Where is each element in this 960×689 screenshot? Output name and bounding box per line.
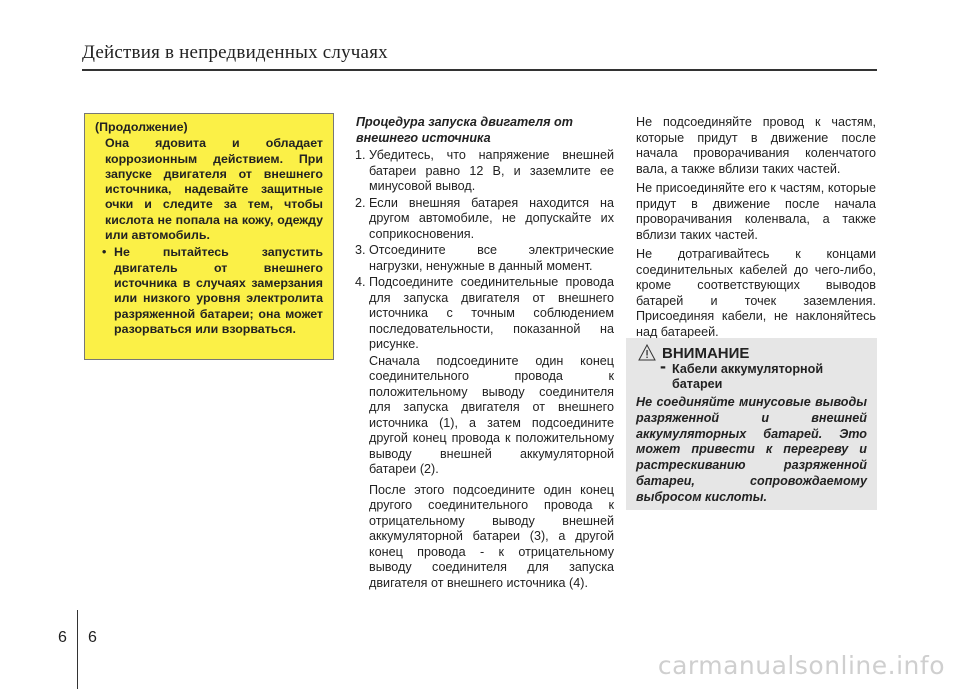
step-text: Убедитесь, что напряжение внешней батареи равно 12 В, и заземлите ее минусовой вывод.: [369, 148, 614, 193]
warning-subtitle: [660, 356, 867, 392]
procedure-title: Процедура запуска двигателя от внешнего источника: [356, 115, 573, 145]
warning-text: Не соединяйте минусовые выводы разряженной и внешней аккумуляторных батарей. Это может привести к перегреву и растрескиванию разряженной батареи, сопровождаемому выбросом кислоты.: [636, 395, 867, 504]
warning-header: [636, 344, 867, 362]
step-number: 4.: [355, 275, 366, 289]
warning-triangle-icon: [638, 344, 656, 361]
procedure-paragraph: После этого подсоедините один конец другого соединительного провода к отрицательному выводу внешней аккумуляторной батареи (3), а другой конец провода - к отрицательному выводу соединителя для запуска двигателя от внешнего источника (4).: [369, 482, 614, 590]
right-column: [636, 115, 876, 344]
procedure-step: [356, 148, 614, 195]
right-paragraph: Не дотрагивайтесь к концами соединительных кабелей до чего-либо, кроме соответствующих выводов батарей и точек заземления. Присоединяя кабели, не наклоняйтесь над батареей.: [636, 247, 876, 339]
notice-bullet: [102, 245, 323, 337]
warning-title: ВНИМАНИЕ: [662, 345, 750, 362]
step-number: 2.: [355, 195, 366, 210]
page-section-number: 6: [58, 629, 67, 646]
notice-bullet-text: Не пытайтесь запустить двигатель от внешнего источника в случаях замерзания или низкого уровня электролита разряженной батареи; она может разорваться или взорваться.: [114, 245, 323, 336]
procedure-step: [356, 196, 614, 243]
watermark: carmanualsonline.info: [657, 651, 945, 680]
warning-box: [626, 338, 877, 510]
notice-title: (Продолжение): [95, 120, 188, 134]
header-divider: [82, 69, 877, 71]
step-text: Подсоедините соединительные провода для запуска двигателя от внешнего источника с точным соблюдением последовательности, показанной на рисунке.: [369, 275, 614, 351]
procedure-step: [356, 243, 614, 274]
dash-icon: -: [660, 356, 666, 376]
step-number: 3.: [355, 243, 366, 257]
step-text: Если внешняя батарея находится на другом автомобиле, не допускайте их соприкосновения.: [369, 195, 614, 241]
procedure-step: [356, 275, 614, 353]
page-number: 6: [88, 629, 97, 646]
right-paragraph: Не подсоединяйте провод к частям, которые придут в движение после начала проворачивания коленчатого вала, а также вблизи таких частей.: [636, 115, 876, 176]
step-number: 1.: [355, 148, 366, 162]
step-text: Отсоедините все электрические нагрузки, ненужные в данный момент.: [369, 243, 614, 273]
notice-paragraph: Она ядовита и обладает коррозионным действием. При запуске двигателя от внешнего источника, надевайте защитные очки и следите за тем, чтобы кислота не попала на кожу, одежду или автомобиль.: [105, 136, 323, 243]
page-number-divider: [77, 610, 78, 689]
notice-box: [84, 113, 334, 360]
page-header-title: Действия в непредвиденных случаях: [82, 42, 388, 63]
right-paragraph: Не присоединяйте его к частям, которые придут в движение после начала проворачивания коленвала, а также вблизи таких частей.: [636, 181, 876, 242]
bullet-icon: •: [102, 245, 107, 260]
warning-subtitle-text: Кабели аккумуляторной батареи: [672, 362, 824, 391]
procedure-column: [356, 115, 614, 591]
procedure-paragraph: Сначала подсоедините один конец соединительного провода к положительному выводу соединителя для запуска двигателя от внешнего источника (1), а затем подсоедините другой конец провода к положительному выводу внешней аккумуляторной батареи (2).: [369, 353, 614, 476]
